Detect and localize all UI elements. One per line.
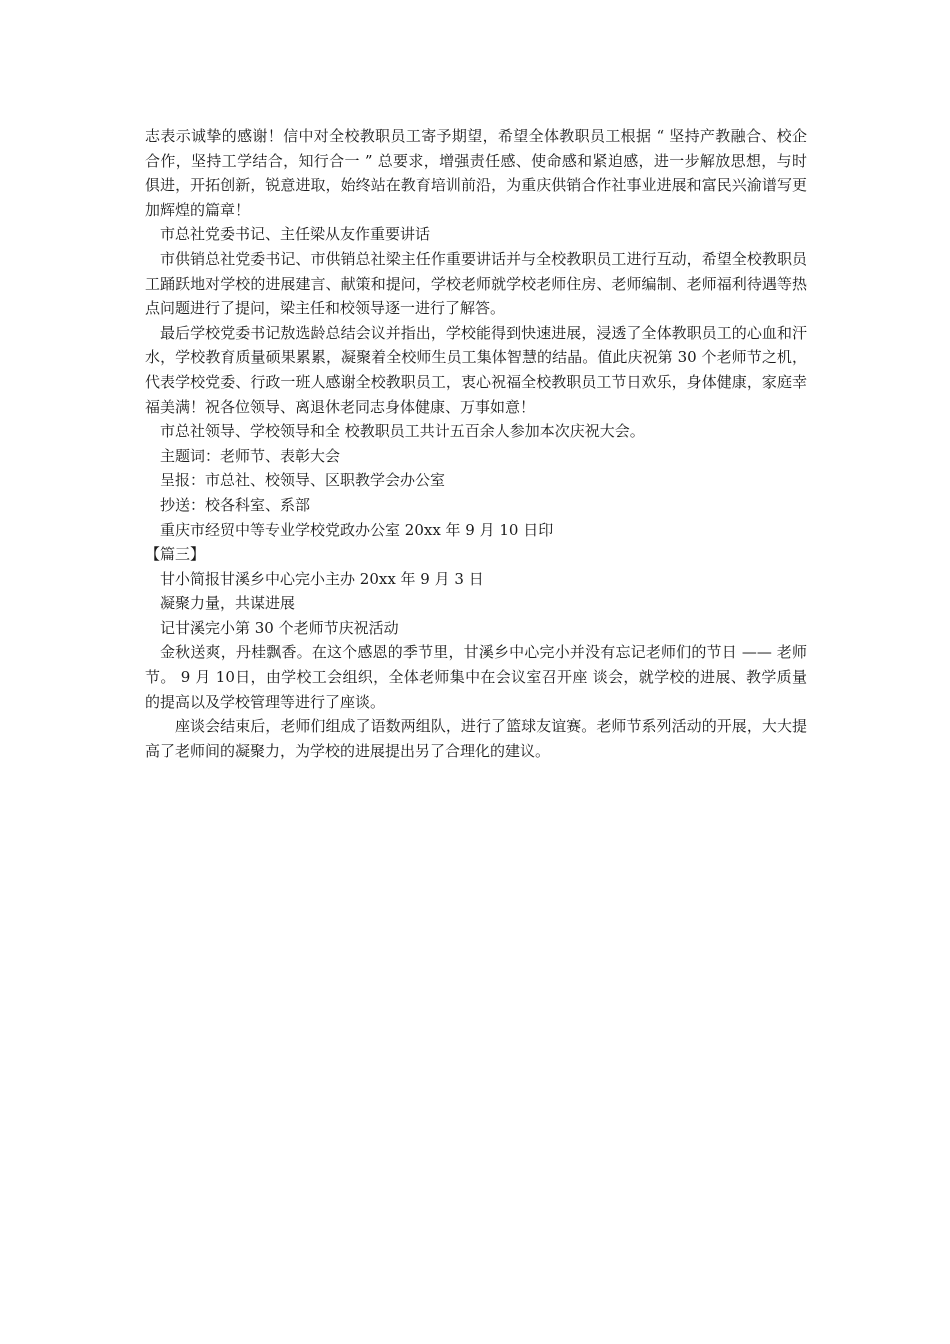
paragraph-summary: 最后学校党委书记敖选龄总结会议并指出，学校能得到快速进展，浸透了全体教职员工的心血和汗水，学校教育质量硕果累累，凝聚着全校师生员工集体智慧的结晶。值此庆祝第 30 个老师节之机，代表学校党委、行政一班人感谢全校教职员工，衷心祝福全校教职员工节日欢乐，身体健康，家庭幸福美满！祝各位领导、离退休老同志身体健康、万事如意！: [145, 323, 807, 416]
bulletin-header: 甘小简报甘溪乡中心完小主办 20xx 年 9 月 3 日: [160, 569, 484, 588]
paragraph-basketball: 座谈会结束后，老师们组成了语数两组队，进行了篮球友谊赛。老师节系列活动的开展，大大提高了老师间的凝聚力，为学校的进展提出另了合理化的建议。: [145, 717, 807, 760]
paragraph-speech: 市供销总社党委书记、市供销总社梁主任作重要讲话并与全校教职员工进行互动，希望全校教职员工踊跃地对学校的进展建言、献策和提问，学校老师就学校老师住房、老师编制、老师福利待遇等热点问题进行了提问，梁主任和校领导逐一进行了解答。: [145, 249, 807, 318]
subject-words: 主题词：老师节、表彰大会: [160, 446, 341, 465]
paragraph-attendance: 市总社领导、学校领导和全 校教职员工共计五百余人参加本次庆祝大会。: [160, 422, 645, 441]
paragraph-teachers-day: 金秋送爽，丹桂飘香。在这个感恩的季节里，甘溪乡中心完小并没有忘记老师们的节日 —— 老师节。 9 月 10日，由学校工会组织，全体老师集中在会议室召开座 谈会，就学校的进展、教学质量的提高以及学校管理等进行了座谈。: [145, 643, 807, 711]
bulletin-title: 凝聚力量，共谋进展: [160, 594, 296, 613]
issuer-line: 重庆市经贸中等专业学校党政办公室 20xx 年 9 月 10 日印: [160, 520, 554, 539]
heading-speech: 市总社党委书记、主任梁从友作重要讲话: [160, 225, 431, 244]
paragraph-thanks-letter: 志表示诚挚的感谢！信中对全校教职员工寄予期望，希望全体教职员工根据 “ 坚持产教融合、校企合作，坚持工学结合，知行合一 ” 总要求，增强责任感、使命感和紧迫感，进一步解放思想，与时俱进，开拓创新，锐意进取，始终站在教育培训前沿，为重庆供销合作社事业进展和富民兴渝谱写更加辉煌的篇章！: [145, 127, 807, 219]
section-heading-part-three: 【篇三】: [145, 545, 206, 564]
bulletin-subtitle: 记甘溪完小第 30 个老师节庆祝活动: [160, 618, 399, 637]
document-page: [145, 124, 807, 763]
copy-to: 抄送：校各科室、系部: [160, 495, 311, 514]
report-to: 呈报：市总社、校领导、区职教学会办公室: [160, 471, 446, 490]
